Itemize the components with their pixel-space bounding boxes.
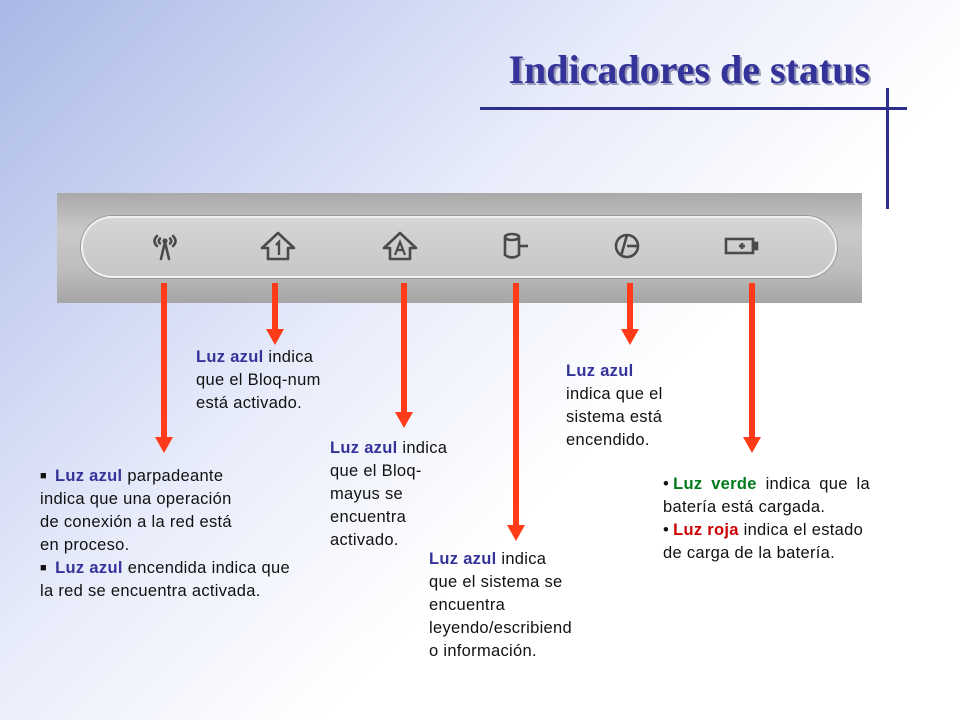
caption-disk: Luz azul indica que el sistema se encuentra leyendo/escribiend o información. [429, 550, 572, 660]
title-vertical-rule [886, 88, 889, 209]
square-bullet-icon: ■ [40, 470, 47, 482]
dot-bullet-icon: • [663, 475, 670, 493]
caption-wireless [40, 465, 290, 603]
arrow-numlock [266, 283, 284, 345]
slide-title: Indicadores de status [508, 47, 870, 92]
square-bullet-icon: ■ [40, 562, 48, 574]
caption-battery [663, 473, 870, 565]
battery-bullet-2: • Luz roja indica el estado de carga de la batería. [663, 521, 864, 562]
status-indicator-panel-photo [57, 193, 862, 303]
caption-power: Luz azul indica que el sistema está encendido. [566, 362, 663, 449]
arrow-capslock [395, 283, 413, 428]
arrow-battery [743, 283, 761, 453]
wireless-icon [145, 230, 185, 262]
power-icon [607, 230, 647, 262]
arrow-wireless [155, 283, 173, 453]
title-underline [480, 107, 907, 110]
arrow-power [621, 283, 639, 345]
num-lock-icon [258, 230, 298, 262]
caps-lock-icon [380, 230, 420, 262]
wireless-bullet-1: ■ Luz azul parpadeante indica que una operación de conexión a la red está en proceso. [40, 467, 232, 554]
dot-bullet-icon: • [663, 521, 670, 539]
caption-capslock: Luz azul indica que el Bloq- mayus se encuentra activado. [330, 439, 448, 549]
hard-disk-icon [495, 230, 535, 262]
battery-icon [722, 230, 762, 262]
arrow-disk [507, 283, 525, 541]
caption-numlock: Luz azul indica que el Bloq-num está activado. [196, 348, 321, 412]
wireless-bullet-2: ■ Luz azul encendida indica que la red se encuentra activada. [40, 559, 290, 600]
battery-bullet-1: • Luz verde indica que la batería está cargada. [663, 475, 870, 516]
